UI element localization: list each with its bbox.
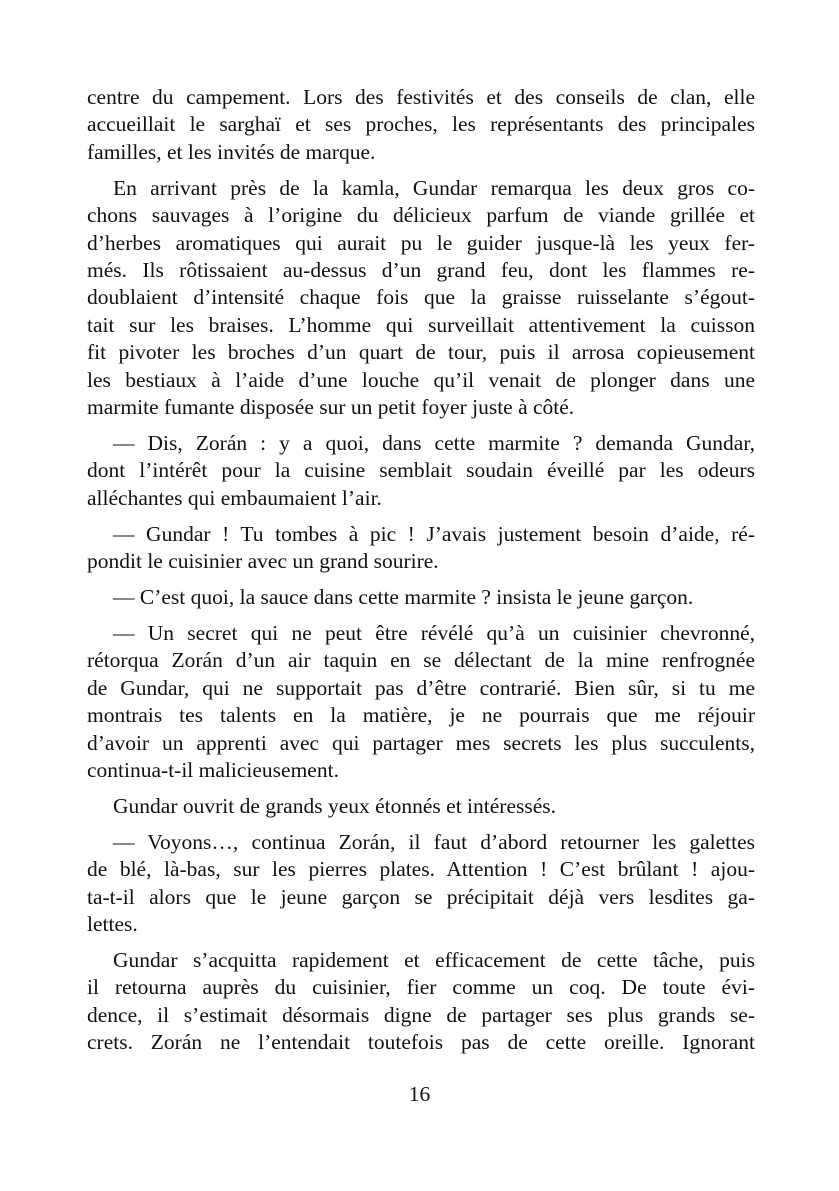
text-line: — Dis, Zorán : y a quoi, dans cette marmite ? demanda Gundar,	[113, 430, 755, 455]
text-line: d’herbes aromatiques qui aurait pu le guider jusque-là les yeux fer-	[87, 230, 755, 255]
page-body	[87, 84, 755, 1065]
paragraph	[87, 947, 755, 1057]
paragraph	[87, 84, 755, 166]
text-line: familles, et les invités de marque.	[87, 139, 376, 164]
text-line: les bestiaux à l’aide d’une louche qu’il venait de plonger dans une	[87, 367, 755, 392]
text-line: pondit le cuisinier avec un grand sourire.	[87, 549, 439, 574]
text-line: dence, il s’estimait désormais digne de partager ses plus grands se-	[87, 1002, 755, 1027]
text-line: de Gundar, qui ne supportait pas d’être contrarié. Bien sûr, si tu me	[87, 675, 755, 700]
text-line: — C’est quoi, la sauce dans cette marmite ? insista le jeune garçon.	[113, 585, 694, 610]
text-line: centre du campement. Lors des festivités et des conseils de clan, elle	[87, 85, 755, 109]
text-line: chons sauvages à l’origine du délicieux parfum de viande grillée et	[87, 203, 755, 228]
paragraph	[87, 793, 755, 820]
paragraph	[87, 430, 755, 512]
text-line: de blé, là-bas, sur les pierres plates. Attention ! C’est brûlant ! ajou-	[87, 857, 755, 882]
paragraph	[87, 620, 755, 784]
paragraph	[87, 829, 755, 939]
text-line: rétorqua Zorán d’un air taquin en se délectant de la mine renfrognée	[87, 648, 755, 673]
paragraph	[87, 584, 755, 611]
text-line: marmite fumante disposée sur un petit foyer juste à côté.	[87, 394, 575, 419]
text-line: il retourna auprès du cuisinier, fier comme un coq. De toute évi-	[87, 975, 755, 1000]
text-line: lettes.	[87, 912, 138, 937]
text-line: — Un secret qui ne peut être révélé qu’à un cuisinier chevronné,	[113, 621, 755, 645]
text-line: Gundar s’acquitta rapidement et efficacement de cette tâche, puis	[113, 948, 755, 973]
text-line: En arrivant près de la kamla, Gundar remarqua les deux gros co-	[113, 175, 755, 200]
text-line: Gundar ouvrit de grands yeux étonnés et intéressés.	[113, 793, 557, 818]
text-line: continua-t-il malicieusement.	[87, 757, 339, 782]
text-line: tait sur les braises. L’homme qui surveillait attentivement la cuisson	[87, 312, 755, 337]
text-line: d’avoir un apprenti avec qui partager mes secrets les plus succulents,	[87, 730, 755, 755]
text-line: accueillait le sarghaï et ses proches, les représentants des principales	[87, 112, 755, 137]
text-line: crets. Zorán ne l’entendait toutefois pas de cette oreille. Ignorant	[87, 1030, 755, 1055]
text-line: fit pivoter les broches d’un quart de tour, puis il arrosa copieusement	[87, 340, 755, 365]
paragraph	[87, 521, 755, 576]
text-line: alléchantes qui embaumaient l’air.	[87, 485, 382, 510]
text-line: ta-t-il alors que le jeune garçon se précipitait déjà vers lesdites ga-	[87, 884, 755, 909]
text-line: dont l’intérêt pour la cuisine semblait soudain éveillé par les odeurs	[87, 458, 755, 483]
text-line: — Gundar ! Tu tombes à pic ! J’avais justement besoin d’aide, ré-	[113, 521, 755, 546]
text-line: més. Ils rôtissaient au-dessus d’un grand feu, dont les flammes re-	[87, 257, 755, 282]
paragraph	[87, 175, 755, 422]
page-number: 16	[408, 1082, 431, 1106]
text-line: doublaient d’intensité chaque fois que la graisse ruisselante s’égout-	[87, 285, 755, 310]
text-line: — Voyons…, continua Zorán, il faut d’abord retourner les galettes	[113, 829, 755, 854]
text-line: montrais tes talents en la matière, je ne pourrais que me réjouir	[87, 703, 755, 728]
